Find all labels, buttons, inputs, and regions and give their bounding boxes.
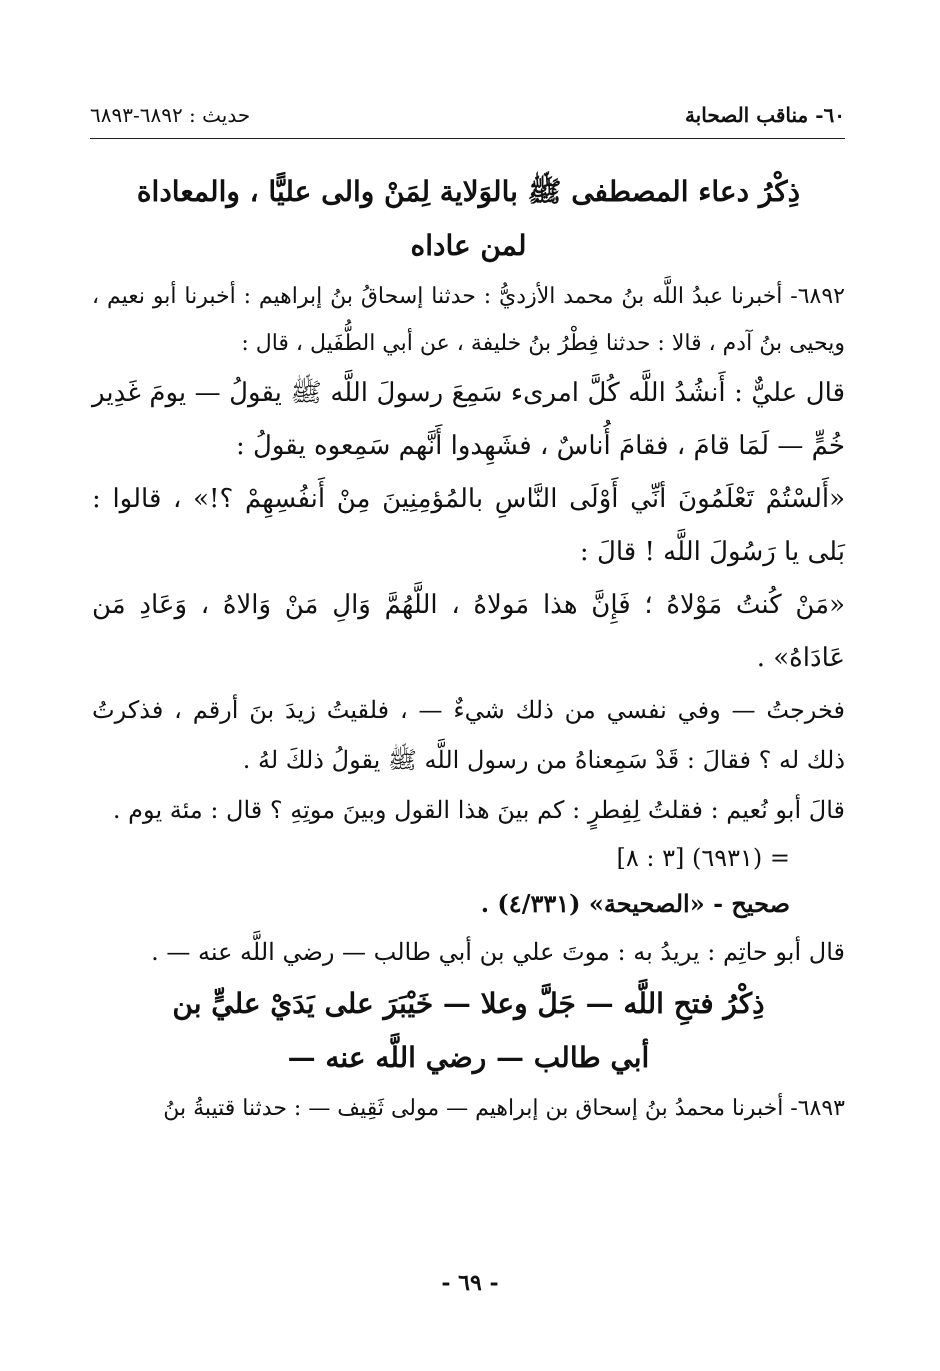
hadith-range: حديث : ٦٨٩٢-٦٨٩٣ [90, 103, 251, 127]
page-number: - ٦٩ - [441, 1270, 499, 1296]
authenticity-grade: صحيح - «الصحيحة» (٤/٣٣١) . [480, 889, 790, 918]
section-heading-1b: لمن عاداه [410, 229, 527, 262]
hadith-6892-text-5: قالَ أبو نُعيم : فقلتُ لِفِطرٍ : كم بينَ هذا القول وبينَ موتِهِ ؟ قال : مئة يوم . [112, 796, 845, 824]
abu-hatim-note: قال أبو حاتِم : يريدُ به : موتَ علي بن أبي طالب — رضي اللَّه عنه — . [151, 938, 845, 966]
hadith-6893-isnad: ٦٨٩٣- أخبرنا محمدُ بنُ إسحاق بن إبراهيم — مولى ثَقِيف — : حدثنا قتيبةُ بنُ [163, 1096, 845, 1121]
chapter-title: ٦٠- مناقب الصحابة [684, 103, 845, 127]
section-heading-2b: أبي طالب — رضي اللَّه عنه — [287, 1041, 650, 1074]
section-heading-1a: ذِكْرُ دعاء المصطفى ﷺ بالوَلاية لِمَنْ والى عليًّا ، والمعاداة [136, 175, 801, 208]
header-rule [90, 138, 845, 139]
hadith-6892-text-2: «أَلسْتُمْ تَعْلَمُونَ أنِّي أَوْلَى النَّاسِ بالمُؤمِنِينَ مِنْ أَنفُسِهِمْ ؟!» ، قالوا : بَلى يا رَسُولَ اللَّه ! قالَ : [92, 484, 845, 567]
hadith-6892-text-1: قال عليٌّ : أَنشُدُ اللَّه كُلَّ امرىء سَمِعَ رسولَ اللَّه ﷺ يقولُ — يومَ غَدِير خُمٍّ — لَمَا قامَ ، فقامَ أُناسٌ ، فشَهِدوا أَنَّهم سَمِعوه يقولُ : [92, 378, 845, 461]
hadith-6892-isnad: ٦٨٩٢- أخبرنا عبدُ اللَّه بنُ محمد الأزديُّ : حدثنا إسحاقُ بنُ إبراهيم : أخبرنا أبو نعيم ، ويحيى بنُ آدم ، قالا : حدثنا فِطْرُ بنُ خليفة ، عن أبي الطُّفَيل ، قال : [92, 284, 845, 356]
hadith-6892-text-4: فخرجتُ — وفي نفسي من ذلك شيءٌ — ، فلقيتُ زيدَ بنَ أرقم ، فذكرتُ ذلك له ؟ فقالَ : قَدْ سَمِعناهُ من رسول اللَّه ﷺ يقولُ ذلكَ لهُ . [92, 696, 845, 774]
running-header [90, 98, 845, 132]
section-heading-2a: ذِكْرُ فتحِ اللَّه — جَلَّ وعلا — خَيْبَرَ على يَدَيْ عليٍّ بن [172, 987, 765, 1020]
page-body [92, 165, 845, 1132]
hadith-6892-text-3: «مَنْ كُنتُ مَوْلاهُ ؛ فَإِنَّ هذا مَولاهُ ، اللَّهُمَّ وَالِ مَنْ وَالاهُ ، وَعَادِ مَن عَادَاهُ» . [92, 590, 845, 673]
cross-reference: = (٦٩٣١) [٣ : ٨] [616, 844, 790, 872]
